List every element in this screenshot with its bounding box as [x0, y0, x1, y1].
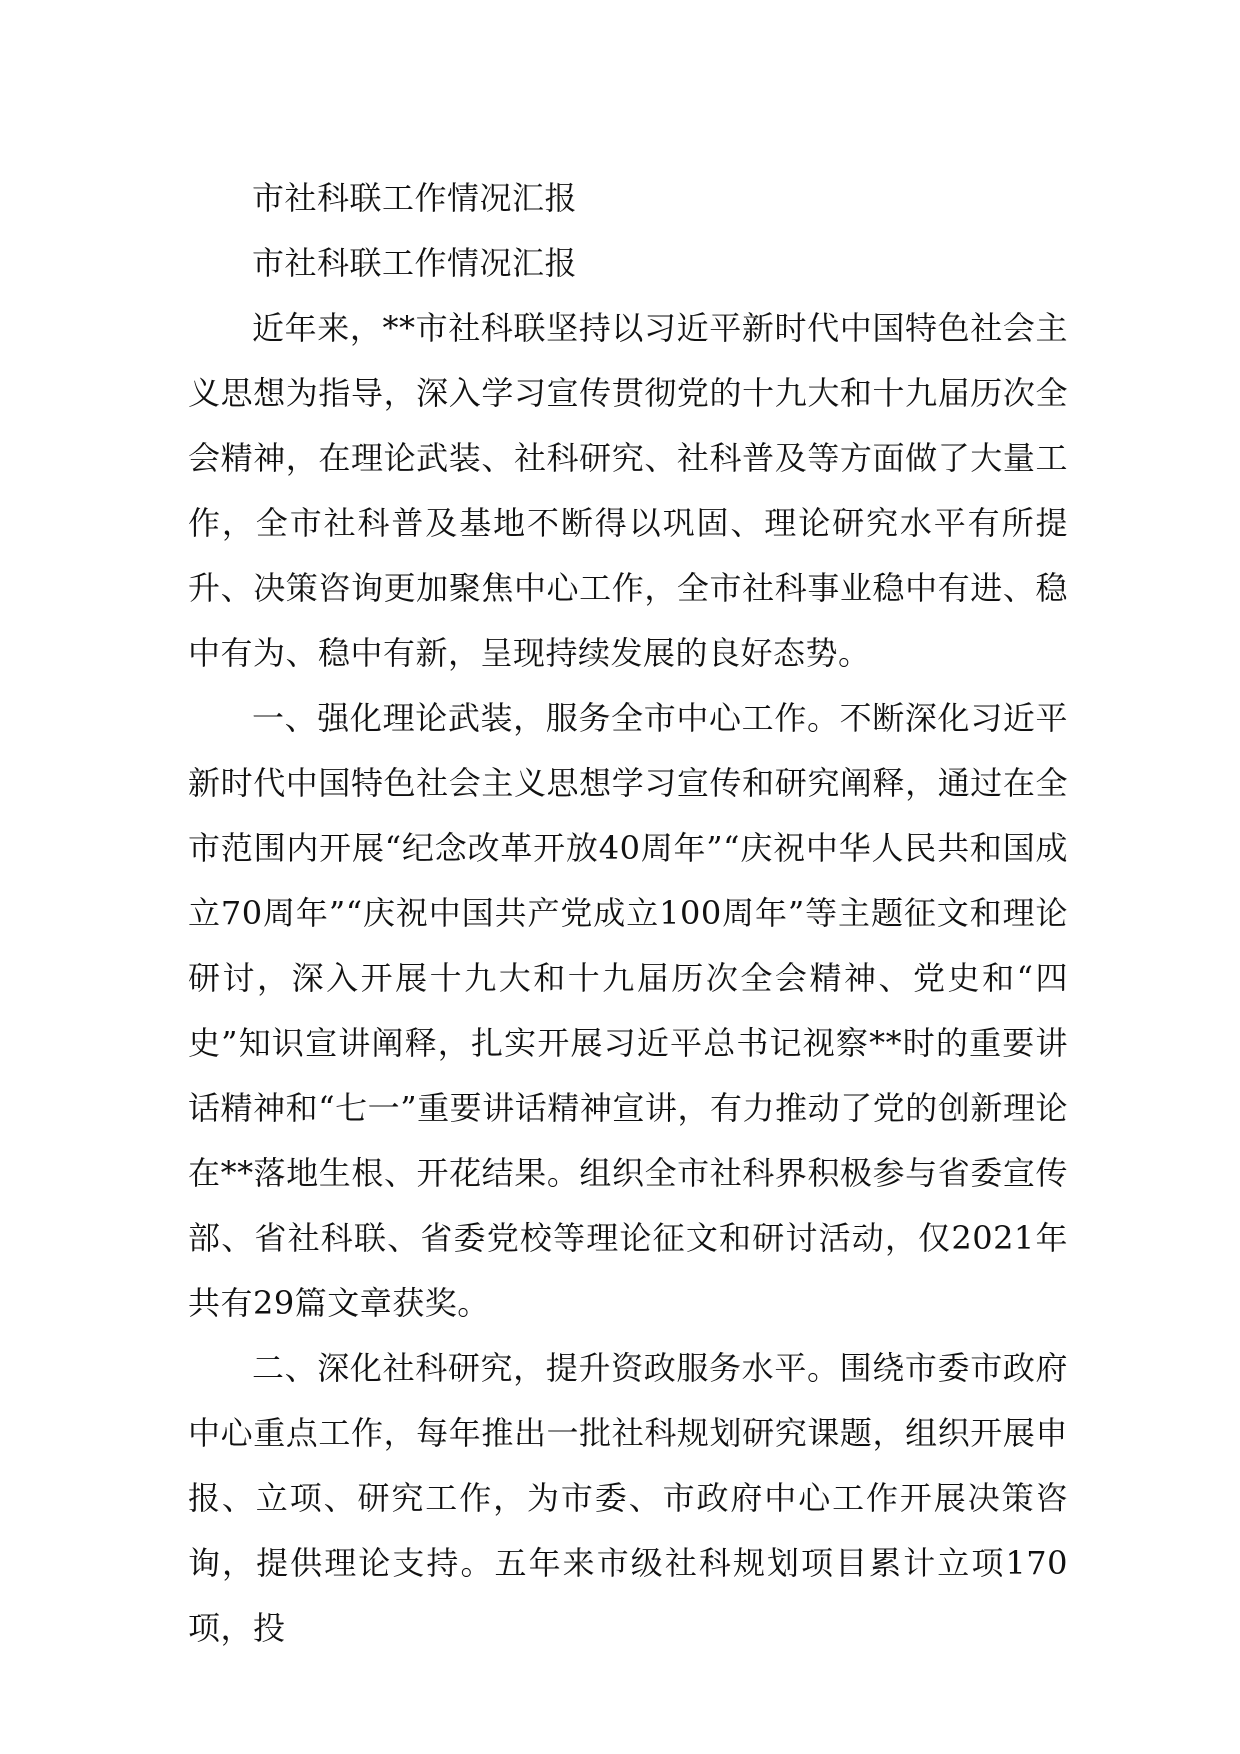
paragraph-intro: 近年来，**市社科联坚持以习近平新时代中国特色社会主义思想为指导，深入学习宣传贯彻党的十九大和十九届历次全会精神，在理论武装、社科研究、社科普及等方面做了大量工作，全市社科普及基地不断得以巩固、理论研究水平有所提升、决策咨询更加聚焦中心工作，全市社科事业稳中有进、稳中有为、稳中有新，呈现持续发展的良好态势。	[188, 309, 1068, 672]
document-body	[188, 166, 1068, 1661]
paragraph-section-1: 一、强化理论武装，服务全市中心工作。不断深化习近平新时代中国特色社会主义思想学习宣传和研究阐释，通过在全市范围内开展“纪念改革开放40周年”“庆祝中华人民共和国成立70周年”“庆祝中国共产党成立100周年”等主题征文和理论研讨，深入开展十九大和十九届历次全会精神、党史和“四史”知识宣讲阐释，扎实开展习近平总书记视察**时的重要讲话精神和“七一”重要讲话精神宣讲，有力推动了党的创新理论在**落地生根、开花结果。组织全市社科界积极参与省委宣传部、省社科联、省委党校等理论征文和研讨活动，仅2021年共有29篇文章获奖。	[188, 699, 1068, 1322]
paragraph-section-2: 二、深化社科研究，提升资政服务水平。围绕市委市政府中心重点工作，每年推出一批社科规划研究课题，组织开展申报、立项、研究工作，为市委、市政府中心工作开展决策咨询，提供理论支持。五年来市级社科规划项目累计立项170项，投	[188, 1349, 1068, 1647]
document-subtitle: 市社科联工作情况汇报	[252, 244, 578, 282]
document-title: 市社科联工作情况汇报	[252, 179, 578, 217]
